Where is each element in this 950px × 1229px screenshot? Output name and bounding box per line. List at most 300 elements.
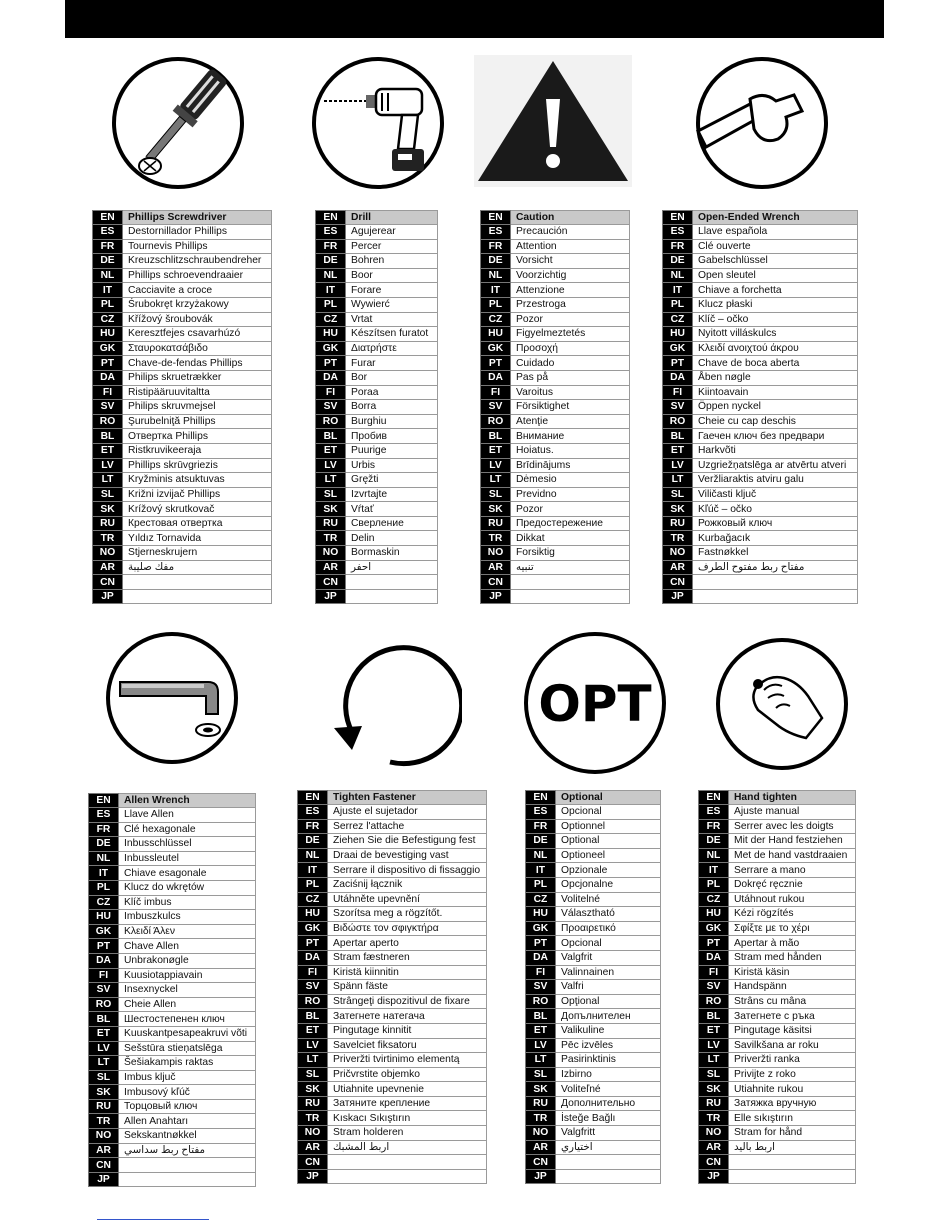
table-row xyxy=(699,791,856,805)
table-row xyxy=(93,225,272,240)
table-row xyxy=(481,414,630,429)
table-row xyxy=(89,1012,256,1027)
translation-text: Шестостепенен ключ xyxy=(119,1012,256,1027)
language-code: JP xyxy=(298,1169,328,1184)
translation-text: Križni izvijač Phillips xyxy=(123,487,272,502)
table-row xyxy=(89,895,256,910)
translation-text: Yıldız Tornavida xyxy=(123,531,272,546)
translation-text: Agujerear xyxy=(346,225,438,240)
translation-text: Savilkšana ar roku xyxy=(729,1038,856,1053)
translation-text: Allen Anahtarı xyxy=(119,1114,256,1129)
table-row xyxy=(298,1169,487,1184)
table-row xyxy=(298,1126,487,1141)
table-row xyxy=(93,283,272,298)
table-row xyxy=(298,1009,487,1024)
language-code: HU xyxy=(89,910,119,925)
translation-text: Затяжка вручную xyxy=(729,1096,856,1111)
header-bar xyxy=(65,0,884,38)
translation-text: Valfri xyxy=(556,980,661,995)
table-row xyxy=(93,531,272,546)
table-row xyxy=(526,1111,661,1126)
translation-text: Dėmesio xyxy=(511,473,630,488)
translation-text: Inbussleutel xyxy=(119,851,256,866)
translation-text: Voorzichtig xyxy=(511,268,630,283)
language-code: LV xyxy=(481,458,511,473)
translation-text: Klíč – očko xyxy=(693,312,858,327)
table-row xyxy=(526,892,661,907)
translation-text: Izvrtajte xyxy=(346,487,438,502)
language-code: RU xyxy=(526,1096,556,1111)
translation-text xyxy=(693,575,858,590)
table-row xyxy=(93,341,272,356)
translation-text: Дополнительно xyxy=(556,1096,661,1111)
language-code: IT xyxy=(663,283,693,298)
table-row xyxy=(89,1085,256,1100)
language-code: HU xyxy=(481,327,511,342)
table-row xyxy=(316,312,438,327)
translation-text: Kryžminis atsuktuvas xyxy=(123,473,272,488)
table-row xyxy=(526,834,661,849)
translation-text: Cacciavite a croce xyxy=(123,283,272,298)
translation-text: Valgfritt xyxy=(556,1126,661,1141)
table-row xyxy=(316,211,438,225)
table-row xyxy=(316,341,438,356)
language-code: FI xyxy=(316,385,346,400)
table-row xyxy=(481,502,630,517)
language-code: SL xyxy=(699,1067,729,1082)
translation-text: Valgfrit xyxy=(556,950,661,965)
table-row xyxy=(481,400,630,415)
language-code: BL xyxy=(663,429,693,444)
translation-text: Atenţie xyxy=(511,414,630,429)
translation-text: Nyitott villáskulcs xyxy=(693,327,858,342)
table-row xyxy=(526,994,661,1009)
translation-text: Figyelmeztetés xyxy=(511,327,630,342)
translation-text: Pozor xyxy=(511,312,630,327)
translation-text: Öppen nyckel xyxy=(693,400,858,415)
language-code: FR xyxy=(89,822,119,837)
translation-text: Caution xyxy=(511,211,630,225)
table-row xyxy=(93,356,272,371)
language-code: DA xyxy=(316,370,346,385)
table-row xyxy=(93,239,272,254)
translation-text: Chave Allen xyxy=(119,939,256,954)
language-code: NO xyxy=(526,1126,556,1141)
table-row xyxy=(89,997,256,1012)
language-code: SV xyxy=(526,980,556,995)
table-row xyxy=(663,297,858,312)
language-code: SL xyxy=(298,1067,328,1082)
hand-tighten-icon xyxy=(714,636,850,772)
translation-text: Poraa xyxy=(346,385,438,400)
table-row xyxy=(526,1126,661,1141)
translation-text: Veržliaraktis atviru galu xyxy=(693,473,858,488)
language-code: SK xyxy=(663,502,693,517)
language-code: DE xyxy=(316,254,346,269)
translation-text: Llave española xyxy=(693,225,858,240)
language-code: ET xyxy=(481,443,511,458)
language-code: LV xyxy=(699,1038,729,1053)
table-row xyxy=(526,1009,661,1024)
translation-text: Imbus ključ xyxy=(119,1070,256,1085)
table-row xyxy=(699,1023,856,1038)
language-code: LV xyxy=(93,458,123,473)
table-row xyxy=(298,1155,487,1170)
table-row xyxy=(298,1096,487,1111)
table-row xyxy=(93,502,272,517)
translation-text: Kıskacı Sıkıştırın xyxy=(328,1111,487,1126)
table-row xyxy=(316,400,438,415)
language-code: HU xyxy=(298,907,328,922)
language-code: FR xyxy=(93,239,123,254)
table-row xyxy=(316,283,438,298)
translation-text: Elle sıkıştırın xyxy=(729,1111,856,1126)
language-code: FI xyxy=(298,965,328,980)
translation-text: Šešiakampis raktas xyxy=(119,1056,256,1071)
translation-text xyxy=(729,1155,856,1170)
language-code: BL xyxy=(481,429,511,444)
table-row xyxy=(298,877,487,892)
table-row xyxy=(526,1096,661,1111)
language-code: TR xyxy=(298,1111,328,1126)
translation-text: Utáhněte upevnění xyxy=(328,892,487,907)
translation-text: Klucz płaski xyxy=(693,297,858,312)
language-code: NL xyxy=(316,268,346,283)
language-code: PL xyxy=(663,297,693,312)
table-row xyxy=(663,487,858,502)
table-row xyxy=(526,1169,661,1184)
translation-text: مفتاح ربط مفتوح الطرف xyxy=(693,560,858,575)
translation-text: Sešstūra stieņatslēga xyxy=(119,1041,256,1056)
language-code: LV xyxy=(89,1041,119,1056)
translation-text: Kézi rögzítés xyxy=(729,907,856,922)
table-row xyxy=(663,443,858,458)
tighten-fastener-icon xyxy=(326,636,462,772)
table-row xyxy=(89,794,256,808)
language-code: JP xyxy=(316,589,346,604)
translation-text: Készítsen furatot xyxy=(346,327,438,342)
translation-text: Kuuskantpesapeakruvi võti xyxy=(119,1026,256,1041)
translation-text: Ristipääruuvitaltta xyxy=(123,385,272,400)
language-code: HU xyxy=(663,327,693,342)
language-code: CN xyxy=(699,1155,729,1170)
translation-text: Κλειδί ανοιχτού άκρου xyxy=(693,341,858,356)
table-row xyxy=(298,936,487,951)
language-code: IT xyxy=(316,283,346,298)
language-code: DE xyxy=(699,834,729,849)
table-row xyxy=(316,225,438,240)
translation-text: Attention xyxy=(511,239,630,254)
language-code: IT xyxy=(93,283,123,298)
language-code: LT xyxy=(93,473,123,488)
translation-text: Previdno xyxy=(511,487,630,502)
translation-text: Serrare il dispositivo di fissaggio xyxy=(328,863,487,878)
translation-text: Uzgriežņatslēga ar atvērtu atveri xyxy=(693,458,858,473)
language-code: FI xyxy=(663,385,693,400)
translation-text: Privijte z roko xyxy=(729,1067,856,1082)
translation-text xyxy=(346,575,438,590)
table-row xyxy=(89,968,256,983)
table-row xyxy=(526,1140,661,1155)
table-row xyxy=(699,1111,856,1126)
table-row xyxy=(699,805,856,820)
translation-text: Puurige xyxy=(346,443,438,458)
table-row xyxy=(699,950,856,965)
table-row xyxy=(316,487,438,502)
table-row xyxy=(699,1126,856,1141)
language-code: FI xyxy=(526,965,556,980)
translation-text: Phillips Screwdriver xyxy=(123,211,272,225)
translation-text: Savelciet fiksatoru xyxy=(328,1038,487,1053)
language-code: CZ xyxy=(93,312,123,327)
language-code: PT xyxy=(316,356,346,371)
translation-text: Sekskantnøkkel xyxy=(119,1129,256,1144)
table-row xyxy=(316,356,438,371)
translation-text: Сверление xyxy=(346,516,438,531)
translation-text: Fastnøkkel xyxy=(693,546,858,561)
translation-text: Wywierć xyxy=(346,297,438,312)
table-row xyxy=(663,414,858,429)
language-code: EN xyxy=(316,211,346,225)
table-row xyxy=(89,1143,256,1158)
table-row xyxy=(699,921,856,936)
language-code: SV xyxy=(298,980,328,995)
translation-text: Opzionale xyxy=(556,863,661,878)
translation-text: Dokręć ręcznie xyxy=(729,877,856,892)
language-code: ET xyxy=(93,443,123,458)
language-code: JP xyxy=(93,589,123,604)
language-code: EN xyxy=(93,211,123,225)
language-code: RO xyxy=(526,994,556,1009)
table-row xyxy=(663,268,858,283)
language-code: JP xyxy=(481,589,511,604)
language-code: GK xyxy=(298,921,328,936)
language-code: FI xyxy=(699,965,729,980)
table-row xyxy=(481,239,630,254)
phillips-screwdriver-icon xyxy=(110,55,246,191)
table-row xyxy=(93,254,272,269)
language-code: SV xyxy=(93,400,123,415)
translation-text: Open-Ended Wrench xyxy=(693,211,858,225)
language-code: ES xyxy=(481,225,511,240)
translation-text: Priveržti ranka xyxy=(729,1053,856,1068)
translation-text: Cuidado xyxy=(511,356,630,371)
language-code: CN xyxy=(298,1155,328,1170)
language-code: EN xyxy=(663,211,693,225)
language-code: JP xyxy=(663,589,693,604)
translation-text: Kiintoavain xyxy=(693,385,858,400)
table-row xyxy=(93,560,272,575)
translation-text: Percer xyxy=(346,239,438,254)
language-code: NL xyxy=(481,268,511,283)
language-code: BL xyxy=(298,1009,328,1024)
language-code: AR xyxy=(89,1143,119,1158)
table-row xyxy=(526,848,661,863)
translation-text: Pēc izvēles xyxy=(556,1038,661,1053)
translation-text: Gręžti xyxy=(346,473,438,488)
translation-text: Volitelné xyxy=(556,892,661,907)
translation-text: Гаечен ключ без предвари xyxy=(693,429,858,444)
language-code: PL xyxy=(298,877,328,892)
translation-text: Затегнете с ръка xyxy=(729,1009,856,1024)
translation-text: Ristkruvikeeraja xyxy=(123,443,272,458)
table-row xyxy=(481,516,630,531)
table-row xyxy=(89,1158,256,1173)
translation-text: Kiristä käsin xyxy=(729,965,856,980)
table-row xyxy=(481,356,630,371)
language-code: HU xyxy=(699,907,729,922)
language-code: SV xyxy=(316,400,346,415)
translation-text: Strângeţi dispozitivul de fixare xyxy=(328,994,487,1009)
language-code: PT xyxy=(526,936,556,951)
translation-text: Προαιρετικό xyxy=(556,921,661,936)
translation-text: Inbusschlüssel xyxy=(119,837,256,852)
table-row xyxy=(316,458,438,473)
language-code: ES xyxy=(93,225,123,240)
language-code: LV xyxy=(526,1038,556,1053)
translation-text: Opcional xyxy=(556,805,661,820)
translation-text: اربط المشبك xyxy=(328,1140,487,1155)
language-code: CN xyxy=(93,575,123,590)
translation-text xyxy=(729,1169,856,1184)
language-code: BL xyxy=(89,1012,119,1027)
language-code: TR xyxy=(481,531,511,546)
translation-text: Destornillador Phillips xyxy=(123,225,272,240)
open-ended-wrench-icon xyxy=(694,55,830,191)
table-row xyxy=(699,834,856,849)
language-code: EN xyxy=(699,791,729,805)
language-code: GK xyxy=(316,341,346,356)
translation-table-drill xyxy=(315,210,438,604)
table-row xyxy=(481,370,630,385)
language-code: GK xyxy=(663,341,693,356)
table-row xyxy=(663,400,858,415)
table-row xyxy=(481,589,630,604)
table-row xyxy=(298,980,487,995)
language-code: NO xyxy=(93,546,123,561)
language-code: AR xyxy=(663,560,693,575)
language-code: PL xyxy=(526,877,556,892)
translation-text xyxy=(511,575,630,590)
table-row xyxy=(481,546,630,561)
language-code: ET xyxy=(663,443,693,458)
translation-text: Open sleutel xyxy=(693,268,858,283)
translation-text: Gabelschlüssel xyxy=(693,254,858,269)
language-code: PL xyxy=(316,297,346,312)
language-code: GK xyxy=(93,341,123,356)
table-row xyxy=(298,1023,487,1038)
table-row xyxy=(526,1038,661,1053)
translation-text: Bor xyxy=(346,370,438,385)
language-code: HU xyxy=(526,907,556,922)
table-row xyxy=(89,808,256,823)
table-row xyxy=(89,866,256,881)
table-row xyxy=(298,907,487,922)
table-row xyxy=(89,837,256,852)
table-row xyxy=(699,892,856,907)
translation-text: Рожковый ключ xyxy=(693,516,858,531)
table-row xyxy=(526,1082,661,1097)
translation-text: Philips skruvmejsel xyxy=(123,400,272,415)
table-row xyxy=(663,341,858,356)
language-code: NO xyxy=(89,1129,119,1144)
translation-text: Cheie Allen xyxy=(119,997,256,1012)
translation-text: Clé ouverte xyxy=(693,239,858,254)
language-code: SV xyxy=(89,983,119,998)
language-code: RO xyxy=(298,994,328,1009)
language-code: FR xyxy=(526,819,556,834)
table-row xyxy=(316,502,438,517)
table-row xyxy=(526,907,661,922)
language-code: IT xyxy=(89,866,119,881)
table-row xyxy=(481,297,630,312)
footer-link-line xyxy=(97,1219,209,1220)
table-row xyxy=(699,1140,856,1155)
language-code: LT xyxy=(699,1053,729,1068)
translation-text: Hoiatus. xyxy=(511,443,630,458)
table-row xyxy=(526,863,661,878)
table-row xyxy=(663,283,858,298)
language-code: IT xyxy=(699,863,729,878)
language-code: FI xyxy=(481,385,511,400)
language-code: SK xyxy=(298,1082,328,1097)
translation-text: Ajuste manual xyxy=(729,805,856,820)
translation-text: Harkvõti xyxy=(693,443,858,458)
translation-text: Внимание xyxy=(511,429,630,444)
language-code: RU xyxy=(481,516,511,531)
language-code: PT xyxy=(298,936,328,951)
language-code: EN xyxy=(481,211,511,225)
table-row xyxy=(89,1172,256,1187)
table-row xyxy=(663,516,858,531)
language-code: LV xyxy=(316,458,346,473)
table-row xyxy=(316,254,438,269)
language-code: EN xyxy=(526,791,556,805)
table-row xyxy=(699,1155,856,1170)
translation-text: Προσοχή xyxy=(511,341,630,356)
language-code: TR xyxy=(89,1114,119,1129)
table-row xyxy=(93,516,272,531)
table-row xyxy=(481,385,630,400)
translation-text xyxy=(123,575,272,590)
translation-text: Attenzione xyxy=(511,283,630,298)
language-code: BL xyxy=(316,429,346,444)
language-code: RU xyxy=(298,1096,328,1111)
translation-text: مفتاح ربط سداسي xyxy=(119,1143,256,1158)
language-code: DA xyxy=(663,370,693,385)
table-row xyxy=(89,939,256,954)
translation-text: Διατρήστε xyxy=(346,341,438,356)
table-row xyxy=(298,1038,487,1053)
translation-text: Optioneel xyxy=(556,848,661,863)
language-code: PL xyxy=(699,877,729,892)
language-code: PT xyxy=(481,356,511,371)
table-row xyxy=(93,458,272,473)
table-row xyxy=(298,965,487,980)
table-row xyxy=(93,546,272,561)
language-code: DA xyxy=(93,370,123,385)
table-row xyxy=(481,211,630,225)
translation-text: Przestroga xyxy=(511,297,630,312)
language-code: SK xyxy=(699,1082,729,1097)
translation-text: Şurubelniţă Phillips xyxy=(123,414,272,429)
language-code: GK xyxy=(481,341,511,356)
translation-text: Klíč imbus xyxy=(119,895,256,910)
table-row xyxy=(663,531,858,546)
language-code: SV xyxy=(699,980,729,995)
table-row xyxy=(481,429,630,444)
language-code: DE xyxy=(481,254,511,269)
